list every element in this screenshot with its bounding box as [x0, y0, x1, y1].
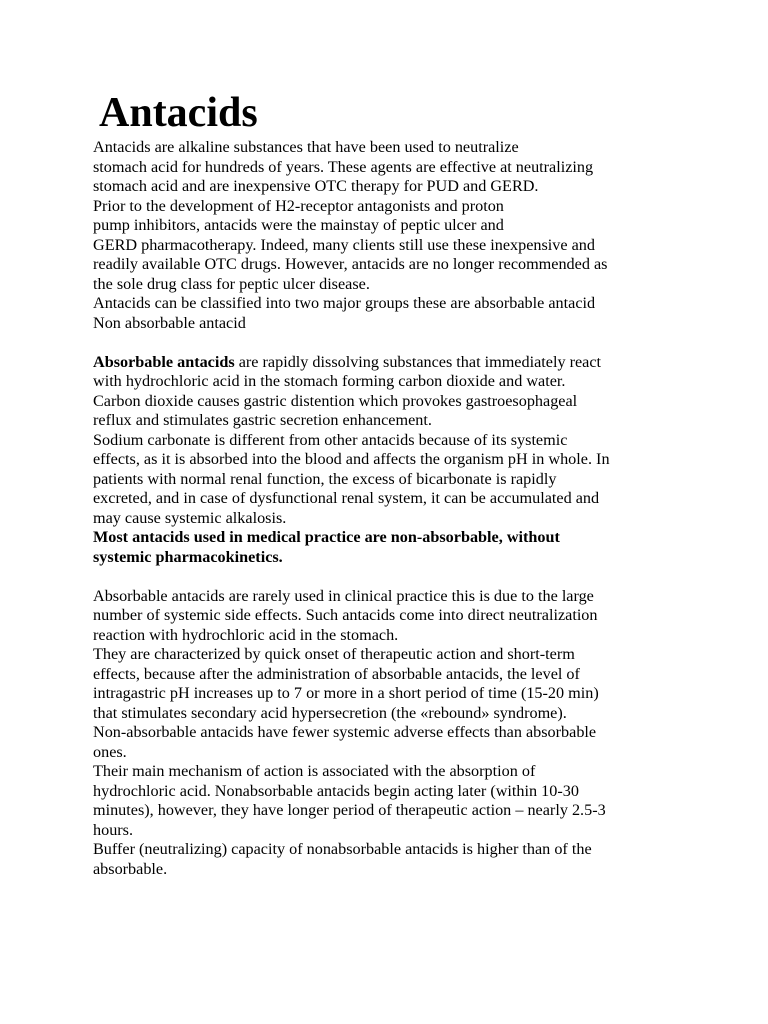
- closing-line: minutes), however, they have longer period of therapeutic action – nearly 2.5-3: [93, 801, 606, 819]
- intro-line: Antacids are alkaline substances that have been used to neutralize: [93, 138, 519, 156]
- closing-line: Their main mechanism of action is associated with the absorption of: [93, 762, 536, 780]
- absorbable-line: patients with normal renal function, the excess of bicarbonate is rapidly: [93, 469, 557, 488]
- closing-line: hydrochloric acid. Nonabsorbable antacids begin acting later (within 10-30: [93, 781, 579, 800]
- closing-line: that stimulates secondary acid hypersecretion (the «rebound» syndrome).: [93, 703, 567, 722]
- intro-line: stomach acid for hundreds of years. These agents are effective at neutralizing: [93, 157, 594, 176]
- bold-statement-line: systemic pharmacokinetics.: [93, 547, 283, 566]
- absorbable-line: may cause systemic alkalosis.: [93, 508, 287, 527]
- closing-paragraph: [93, 587, 683, 880]
- closing-line: hours.: [93, 820, 134, 839]
- closing-line: ones.: [93, 742, 127, 761]
- absorbable-line: excreted, and in case of dysfunctional renal system, it can be accumulated and: [93, 489, 600, 507]
- absorbable-line: effects, as it is absorbed into the blood and affects the organism pH in whole. In: [93, 450, 610, 468]
- absorbable-line: Sodium carbonate is different from other antacids because of its systemic: [93, 430, 568, 449]
- absorbable-term: Absorbable antacids: [93, 352, 235, 371]
- intro-paragraph: [93, 138, 683, 333]
- intro-line: stomach acid and are inexpensive OTC therapy for PUD and GERD.: [93, 177, 539, 195]
- intro-line: the sole drug class for peptic ulcer disease.: [93, 274, 370, 293]
- document-title: Antacids: [99, 90, 258, 136]
- closing-line: They are characterized by quick onset of therapeutic action and short-term: [93, 645, 575, 663]
- absorbable-line: Carbon dioxide causes gastric distention which provokes gastroesophageal: [93, 391, 578, 410]
- closing-line: Absorbable antacids are rarely used in clinical practice this is due to the large: [93, 586, 594, 605]
- paragraph-spacer: [93, 567, 683, 587]
- closing-line: Buffer (neutralizing) capacity of nonabsorbable antacids is higher than of the: [93, 840, 592, 858]
- intro-line: Non absorbable antacid: [93, 313, 246, 332]
- document-page: [93, 88, 683, 879]
- absorbable-line: reflux and stimulates gastric secretion enhancement.: [93, 411, 432, 429]
- absorbable-paragraph: [93, 353, 683, 529]
- closing-line: absorbable.: [93, 859, 168, 878]
- absorbable-first-line: [93, 353, 683, 373]
- closing-line: number of systemic side effects. Such antacids come into direct neutralization: [93, 606, 598, 624]
- absorbable-line-text: are rapidly dissolving substances that immediately react: [234, 352, 602, 371]
- closing-line: reaction with hydrochloric acid in the stomach.: [93, 625, 399, 644]
- intro-line: readily available OTC drugs. However, antacids are no longer recommended as: [93, 255, 608, 273]
- bold-statement-line: Most antacids used in medical practice are non-absorbable, without: [93, 528, 560, 546]
- closing-line: Non-absorbable antacids have fewer systemic adverse effects than absorbable: [93, 723, 597, 741]
- paragraph-spacer: [93, 333, 683, 353]
- intro-line: pump inhibitors, antacids were the mainstay of peptic ulcer and: [93, 216, 504, 234]
- intro-line: Antacids can be classified into two major groups these are absorbable antacid: [93, 294, 596, 312]
- intro-line: GERD pharmacotherapy. Indeed, many clients still use these inexpensive and: [93, 235, 595, 254]
- document-body: [93, 138, 683, 879]
- bold-statement: [93, 528, 683, 567]
- absorbable-line: with hydrochloric acid in the stomach forming carbon dioxide and water.: [93, 372, 566, 390]
- closing-line: effects, because after the administration of absorbable antacids, the level of: [93, 664, 580, 683]
- closing-line: intragastric pH increases up to 7 or more in a short period of time (15-20 min): [93, 684, 599, 702]
- intro-line: Prior to the development of H2-receptor antagonists and proton: [93, 196, 504, 215]
